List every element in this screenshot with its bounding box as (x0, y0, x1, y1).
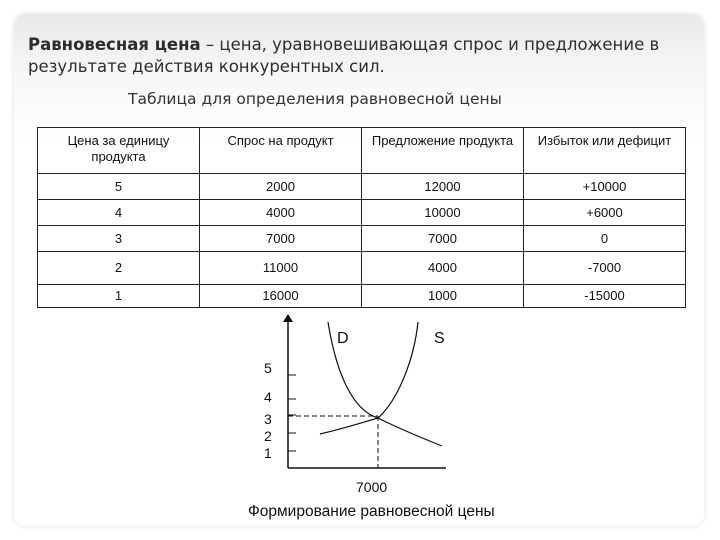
header-price: Цена за единицу продукта (38, 128, 200, 174)
price-tick-label: 5 (264, 360, 272, 376)
supply-label: S (434, 330, 445, 347)
cell-demand: 7000 (200, 226, 362, 252)
cell-supply: 4000 (362, 252, 524, 285)
header-demand: Спрос на продукт (200, 128, 362, 174)
cell-supply: 12000 (362, 174, 524, 200)
cell-demand: 11000 (200, 252, 362, 285)
cell-surplus-deficit: +10000 (524, 174, 686, 200)
price-tick-label: 3 (264, 411, 272, 427)
cell-demand: 16000 (200, 285, 362, 308)
price-tick-label: 4 (264, 389, 272, 405)
header-supply: Предложение продукта (362, 128, 524, 174)
cell-price: 1 (38, 285, 200, 308)
cell-surplus-deficit: -15000 (524, 285, 686, 308)
cell-supply: 1000 (362, 285, 524, 308)
cell-supply: 10000 (362, 200, 524, 226)
cell-surplus-deficit: 0 (524, 226, 686, 252)
title-definition: – цена, уравновешивающая спрос и предложение в результате действия конкурентных сил. (28, 35, 660, 76)
equilibrium-quantity-label: 7000 (356, 479, 388, 495)
cell-price: 2 (38, 252, 200, 285)
cell-price: 4 (38, 200, 200, 226)
cell-price: 5 (38, 174, 200, 200)
demand-label: D (337, 330, 349, 347)
cell-price: 3 (38, 226, 200, 252)
header-surplus-deficit: Избыток или дефицит (524, 128, 686, 174)
cell-demand: 2000 (200, 174, 362, 200)
price-tick-label: 1 (264, 445, 272, 461)
cell-surplus-deficit: +6000 (524, 200, 686, 226)
supply-curve (320, 322, 418, 434)
title-term: Равновесная цена (28, 35, 201, 54)
cell-demand: 4000 (200, 200, 362, 226)
cell-supply: 7000 (362, 226, 524, 252)
table-subtitle: Таблица для определения равновесной цены (128, 90, 502, 108)
cell-surplus-deficit: -7000 (524, 252, 686, 285)
graph-caption: Формирование равновесной цены (248, 503, 495, 520)
price-tick-label: 2 (264, 428, 272, 444)
